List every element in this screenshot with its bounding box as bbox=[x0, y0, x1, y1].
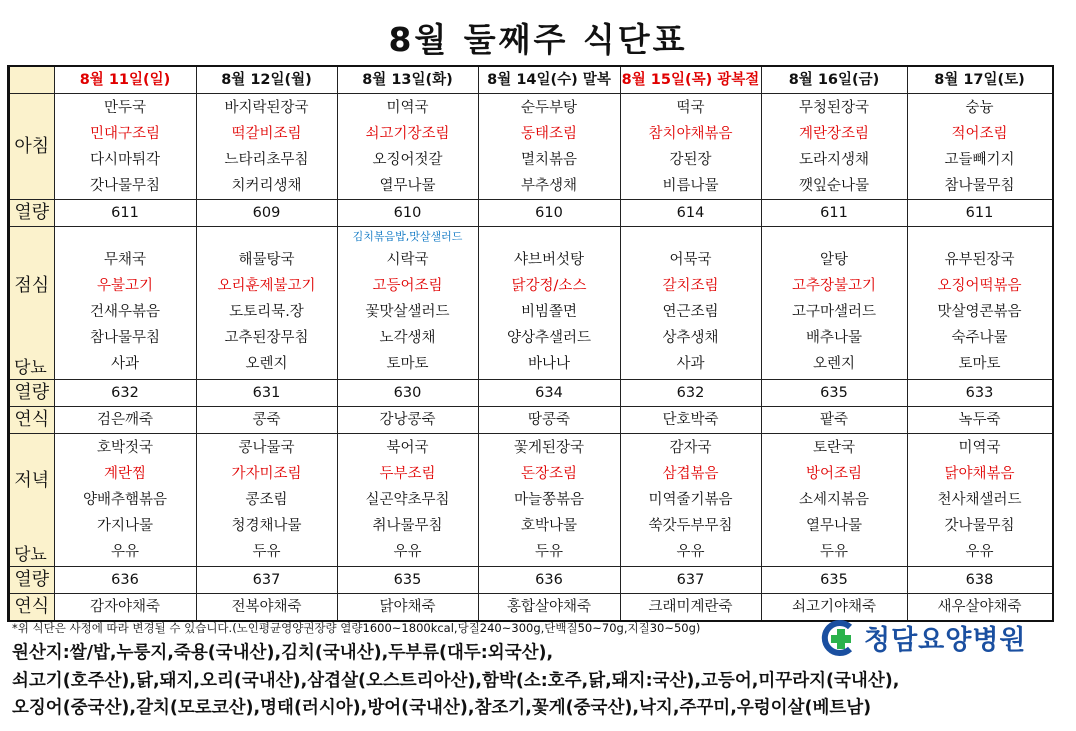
menu-item: 토란국 bbox=[812, 440, 856, 456]
menu-item: 열무나물 bbox=[379, 177, 436, 194]
menu-item: 마늘쫑볶음 bbox=[513, 492, 585, 508]
menu-item: 천사채샐러드 bbox=[937, 492, 1022, 508]
menu-item: 열무나물 bbox=[805, 518, 863, 534]
menu-item: 떡갈비조림 bbox=[231, 125, 302, 142]
menu-item: 고들빼기지 bbox=[944, 151, 1015, 168]
kcal-value: 633 bbox=[965, 385, 994, 401]
kcal-value: 610 bbox=[393, 205, 422, 221]
menu-item: 노각생채 bbox=[379, 330, 436, 346]
diabetic-item: 오렌지 bbox=[245, 356, 288, 372]
menu-item: 어묵국 bbox=[669, 252, 712, 268]
kcal-value: 611 bbox=[965, 205, 994, 221]
menu-item: 닭강정/소스 bbox=[511, 278, 587, 294]
dinner-cell bbox=[478, 434, 620, 567]
menu-item: 민대구조림 bbox=[89, 125, 161, 142]
kcal-value: 635 bbox=[393, 572, 422, 588]
snack-item: 단호박죽 bbox=[662, 412, 719, 428]
kcal-value: 638 bbox=[965, 572, 994, 588]
menu-item: 숭늉 bbox=[965, 99, 994, 116]
menu-item: 적어조림 bbox=[951, 125, 1008, 142]
kcal-cell bbox=[761, 380, 907, 407]
menu-item: 무채국 bbox=[103, 252, 147, 268]
lunch-label bbox=[9, 227, 54, 380]
snack-cell bbox=[907, 594, 1052, 621]
dinner-cell bbox=[761, 434, 907, 567]
diabetic-item: 우유 bbox=[676, 544, 705, 560]
breakfast-kcal-row bbox=[9, 200, 1052, 227]
menu-item: 쇠고기장조림 bbox=[365, 125, 450, 142]
menu-item: 호박나물 bbox=[520, 518, 578, 534]
menu-item: 만두국 bbox=[103, 99, 147, 116]
date-header: 8월 16일(금) bbox=[761, 67, 907, 94]
menu-item: 상추생채 bbox=[662, 330, 719, 346]
snack-item: 크래미계란죽 bbox=[648, 599, 733, 615]
menu-item: 취나물무침 bbox=[372, 518, 443, 534]
diabetic-item: 우유 bbox=[393, 544, 422, 560]
date-header: 8월 14일(수) 말복 bbox=[478, 67, 620, 94]
diabetic-item: 두유 bbox=[534, 544, 563, 560]
snack-cell bbox=[54, 407, 196, 434]
diabetic-label-text: 당뇨 bbox=[14, 545, 47, 565]
menu-item: 돈장조림 bbox=[520, 466, 578, 482]
menu-item: 맛살영콘볶음 bbox=[937, 304, 1022, 320]
lunch-row bbox=[9, 227, 1052, 380]
snack-cell bbox=[620, 594, 761, 621]
snack-item: 녹두죽 bbox=[958, 412, 1001, 428]
snack-cell bbox=[620, 407, 761, 434]
menu-item: 시락국 bbox=[386, 252, 429, 268]
kcal-cell bbox=[907, 200, 1052, 227]
kcal-cell bbox=[337, 200, 478, 227]
origin-line: 쇠고기(호주산),닭,돼지,오리(국내산),삼겹살(오스트리아산),함박(소:호주,닭,돼지:국산),고등어,미꾸라지(국내산), bbox=[12, 670, 900, 691]
menu-item: 삼겹볶음 bbox=[662, 466, 719, 482]
kcal-value: 632 bbox=[676, 385, 705, 401]
kcal-cell bbox=[54, 200, 196, 227]
menu-item: 양배추햄볶음 bbox=[82, 492, 168, 508]
menu-item: 오징어떡볶음 bbox=[937, 278, 1022, 294]
snack-cell bbox=[337, 594, 478, 621]
diabetic-item: 두유 bbox=[252, 544, 281, 560]
calorie-label-text: 열량 bbox=[14, 202, 50, 223]
menu-item: 도토리묵.장 bbox=[229, 304, 304, 320]
lunch-cell bbox=[620, 227, 761, 380]
menu-item: 두부조림 bbox=[379, 466, 436, 482]
lunch-note bbox=[762, 229, 907, 247]
menu-item: 다시마튀각 bbox=[89, 151, 161, 168]
breakfast-cell bbox=[54, 94, 196, 200]
breakfast-label bbox=[9, 94, 54, 200]
snack-item: 검은깨죽 bbox=[96, 412, 154, 428]
kcal-value: 636 bbox=[111, 572, 139, 588]
menu-item: 실곤약초무침 bbox=[365, 492, 450, 508]
menu-item: 콩나물국 bbox=[238, 440, 295, 456]
kcal-value: 609 bbox=[252, 205, 281, 221]
menu-item: 숙주나물 bbox=[951, 330, 1008, 346]
menu-table bbox=[8, 66, 1053, 621]
snack-label-text: 연식 bbox=[14, 409, 50, 430]
lunch-cell bbox=[196, 227, 337, 380]
snack-cell bbox=[478, 407, 620, 434]
menu-item: 순두부탕 bbox=[520, 99, 578, 116]
kcal-cell bbox=[196, 200, 337, 227]
menu-item: 고구마샐러드 bbox=[791, 304, 877, 320]
menu-item: 깻잎순나물 bbox=[798, 177, 870, 194]
menu-item: 쑥갓두부무침 bbox=[648, 518, 733, 534]
lunch-note bbox=[55, 229, 196, 247]
lunch-kcal-row bbox=[9, 380, 1052, 407]
snack-cell bbox=[761, 594, 907, 621]
dinner-cell bbox=[337, 434, 478, 567]
origin-info bbox=[12, 640, 899, 723]
kcal-value: 614 bbox=[676, 205, 705, 221]
kcal-cell bbox=[54, 567, 196, 594]
menu-item: 샤브버섯탕 bbox=[513, 252, 585, 268]
menu-item: 해물탕국 bbox=[238, 252, 295, 268]
dinner-kcal-row bbox=[9, 567, 1052, 594]
date-header: 8월 12일(월) bbox=[196, 67, 337, 94]
date-header: 8월 15일(목) 광복절 bbox=[620, 67, 761, 94]
dinner-cell bbox=[620, 434, 761, 567]
date-header: 8월 11일(일) bbox=[54, 67, 196, 94]
menu-item: 가지나물 bbox=[96, 518, 154, 534]
kcal-cell bbox=[620, 380, 761, 407]
menu-item: 알탕 bbox=[819, 252, 848, 268]
kcal-cell bbox=[478, 200, 620, 227]
lunch-note bbox=[479, 229, 620, 247]
kcal-value: 630 bbox=[393, 385, 422, 401]
menu-item: 오리훈제불고기 bbox=[217, 278, 316, 294]
kcal-cell bbox=[620, 200, 761, 227]
lunch-note bbox=[908, 229, 1052, 247]
menu-item: 계란찜 bbox=[103, 466, 147, 482]
calorie-label bbox=[9, 380, 54, 407]
kcal-value: 634 bbox=[535, 385, 563, 401]
menu-item: 꽃게된장국 bbox=[513, 440, 585, 456]
kcal-cell bbox=[196, 380, 337, 407]
snack-cell bbox=[907, 407, 1052, 434]
dinner-snack-row bbox=[9, 594, 1052, 621]
menu-item: 참치야채볶음 bbox=[648, 125, 733, 142]
menu-item: 배추나물 bbox=[805, 330, 863, 346]
breakfast-label-text: 아침 bbox=[14, 135, 50, 157]
snack-label bbox=[9, 407, 54, 434]
menu-item: 고등어조림 bbox=[372, 278, 443, 294]
menu-item: 계란장조림 bbox=[798, 125, 870, 142]
lunch-cell bbox=[907, 227, 1052, 380]
menu-item: 참나물무침 bbox=[944, 177, 1015, 194]
menu-item: 감자국 bbox=[669, 440, 712, 456]
snack-item: 강낭콩죽 bbox=[379, 412, 436, 428]
nutrition-footnote: *위 식단은 사정에 따라 변경될 수 있습니다.(노인평균영양권장량 열량1600~1800kcal,당질240~300g,단백질50~70g,지질30~50g) bbox=[12, 621, 701, 635]
kcal-value: 632 bbox=[111, 385, 139, 401]
snack-label bbox=[9, 594, 54, 621]
menu-item: 고추된장무침 bbox=[224, 330, 309, 346]
dinner-row bbox=[9, 434, 1052, 567]
dinner-cell bbox=[907, 434, 1052, 567]
menu-item: 방어조림 bbox=[805, 466, 863, 482]
lunch-note bbox=[621, 229, 761, 247]
kcal-cell bbox=[196, 567, 337, 594]
kcal-value: 635 bbox=[820, 572, 848, 588]
snack-item: 팥죽 bbox=[819, 412, 848, 428]
kcal-value: 611 bbox=[820, 205, 848, 221]
breakfast-cell bbox=[478, 94, 620, 200]
diabetic-item: 토마토 bbox=[958, 356, 1001, 372]
snack-cell bbox=[478, 594, 620, 621]
diabetic-item: 오렌지 bbox=[812, 356, 856, 372]
menu-item: 미역국 bbox=[958, 440, 1001, 456]
kcal-value: 635 bbox=[820, 385, 848, 401]
corner-cell bbox=[9, 67, 54, 94]
lunch-cell bbox=[478, 227, 620, 380]
snack-item: 콩죽 bbox=[252, 412, 281, 428]
snack-cell bbox=[54, 594, 196, 621]
calorie-label bbox=[9, 567, 54, 594]
breakfast-cell bbox=[907, 94, 1052, 200]
menu-item: 갈치조림 bbox=[662, 278, 719, 294]
diabetic-item: 토마토 bbox=[386, 356, 429, 372]
diabetic-item: 바나나 bbox=[527, 356, 571, 372]
dinner-label-text: 저녁 bbox=[14, 470, 50, 491]
menu-item: 갓나물무침 bbox=[944, 518, 1015, 534]
kcal-cell bbox=[337, 380, 478, 407]
diabetic-item: 사과 bbox=[676, 356, 705, 372]
calorie-label bbox=[9, 200, 54, 227]
kcal-cell bbox=[337, 567, 478, 594]
snack-cell bbox=[196, 594, 337, 621]
kcal-cell bbox=[478, 567, 620, 594]
dinner-label bbox=[9, 434, 54, 567]
snack-cell bbox=[196, 407, 337, 434]
lunch-note bbox=[197, 229, 337, 247]
snack-cell bbox=[337, 407, 478, 434]
menu-item: 비름나물 bbox=[662, 177, 719, 194]
menu-item: 꽃맛살샐러드 bbox=[365, 304, 450, 320]
menu-item: 미역국 bbox=[386, 99, 429, 116]
lunch-snack-row bbox=[9, 407, 1052, 434]
lunch-cell bbox=[761, 227, 907, 380]
kcal-cell bbox=[761, 567, 907, 594]
snack-label-text: 연식 bbox=[14, 596, 50, 617]
menu-item: 참나물무침 bbox=[89, 330, 161, 346]
menu-item: 가자미조림 bbox=[231, 466, 302, 482]
breakfast-cell bbox=[761, 94, 907, 200]
menu-item: 닭야채볶음 bbox=[944, 466, 1015, 482]
dinner-cell bbox=[196, 434, 337, 567]
snack-item: 쇠고기야채죽 bbox=[791, 599, 877, 615]
menu-item: 우불고기 bbox=[96, 278, 154, 294]
kcal-value: 637 bbox=[252, 572, 281, 588]
menu-item: 부추생채 bbox=[520, 177, 578, 194]
snack-item: 전복야채죽 bbox=[231, 599, 302, 615]
lunch-label-text: 점심 bbox=[14, 275, 50, 296]
kcal-cell bbox=[907, 380, 1052, 407]
menu-item: 오징어젓갈 bbox=[372, 151, 443, 168]
kcal-value: 631 bbox=[252, 385, 281, 401]
menu-item: 도라지생채 bbox=[798, 151, 870, 168]
menu-item: 느타리초무침 bbox=[224, 151, 309, 168]
hospital-name: 청담요양병원 bbox=[864, 625, 1027, 656]
breakfast-row bbox=[9, 94, 1052, 200]
snack-item: 새우살야채죽 bbox=[937, 599, 1022, 615]
date-header: 8월 13일(화) bbox=[337, 67, 478, 94]
menu-item: 갓나물무침 bbox=[89, 177, 161, 194]
menu-item: 고추장불고기 bbox=[791, 278, 877, 294]
menu-item: 멸치볶음 bbox=[520, 151, 578, 168]
menu-item: 강된장 bbox=[669, 151, 712, 168]
menu-item: 떡국 bbox=[676, 99, 705, 116]
kcal-value: 611 bbox=[111, 205, 139, 221]
kcal-cell bbox=[478, 380, 620, 407]
diabetic-label-text: 당뇨 bbox=[14, 358, 47, 378]
menu-item: 호박젓국 bbox=[96, 440, 154, 456]
snack-item: 닭야채죽 bbox=[379, 599, 436, 615]
menu-item: 바지락된장국 bbox=[224, 99, 309, 116]
menu-item: 양상추샐러드 bbox=[506, 330, 592, 346]
snack-item: 땅콩죽 bbox=[527, 412, 571, 428]
kcal-cell bbox=[907, 567, 1052, 594]
kcal-cell bbox=[54, 380, 196, 407]
menu-item: 북어국 bbox=[386, 440, 429, 456]
menu-item: 치커리생채 bbox=[231, 177, 302, 194]
diabetic-item: 두유 bbox=[819, 544, 848, 560]
calorie-label-text: 열량 bbox=[14, 382, 50, 403]
kcal-cell bbox=[620, 567, 761, 594]
snack-item: 감자야채죽 bbox=[89, 599, 161, 615]
date-header: 8월 17일(토) bbox=[907, 67, 1052, 94]
menu-item: 건새우볶음 bbox=[89, 304, 161, 320]
diabetic-item: 우유 bbox=[110, 544, 139, 560]
lunch-note: 김치볶음밥,맛살샐러드 bbox=[352, 230, 463, 243]
snack-cell bbox=[761, 407, 907, 434]
menu-item: 미역줄기볶음 bbox=[648, 492, 733, 508]
diabetic-item: 사과 bbox=[110, 356, 139, 372]
snack-item: 홍합살야채죽 bbox=[506, 599, 592, 615]
menu-item: 콩조림 bbox=[245, 492, 288, 508]
menu-item: 동태조림 bbox=[520, 125, 578, 142]
lunch-cell bbox=[54, 227, 196, 380]
calorie-label-text: 열량 bbox=[14, 569, 50, 590]
menu-item: 청경채나물 bbox=[231, 518, 302, 534]
origin-line: 원산지:쌀/밥,누룽지,죽용(국내산),김치(국내산),두부류(대두:외국산), bbox=[12, 643, 554, 663]
date-header-row bbox=[9, 67, 1052, 94]
diabetic-item: 우유 bbox=[965, 544, 994, 560]
origin-line: 오징어(중국산),갈치(모로코산),명태(러시아),방어(국내산),참조기,꽃게(중국산),낙지,주꾸미,우렁이살(베트남) bbox=[12, 698, 872, 718]
lunch-cell bbox=[337, 227, 478, 380]
kcal-value: 610 bbox=[535, 205, 563, 221]
menu-item: 연근조림 bbox=[662, 304, 719, 320]
menu-item: 무청된장국 bbox=[798, 99, 870, 116]
menu-item: 비빔쫄면 bbox=[520, 304, 578, 320]
page-title: 8월 둘째주 식단표 bbox=[388, 20, 688, 59]
kcal-cell bbox=[761, 200, 907, 227]
menu-item: 소세지볶음 bbox=[798, 492, 870, 508]
breakfast-cell bbox=[196, 94, 337, 200]
breakfast-cell bbox=[620, 94, 761, 200]
dinner-cell bbox=[54, 434, 196, 567]
kcal-value: 637 bbox=[676, 572, 705, 588]
breakfast-cell bbox=[337, 94, 478, 200]
menu-item: 유부된장국 bbox=[944, 252, 1015, 268]
kcal-value: 636 bbox=[535, 572, 563, 588]
